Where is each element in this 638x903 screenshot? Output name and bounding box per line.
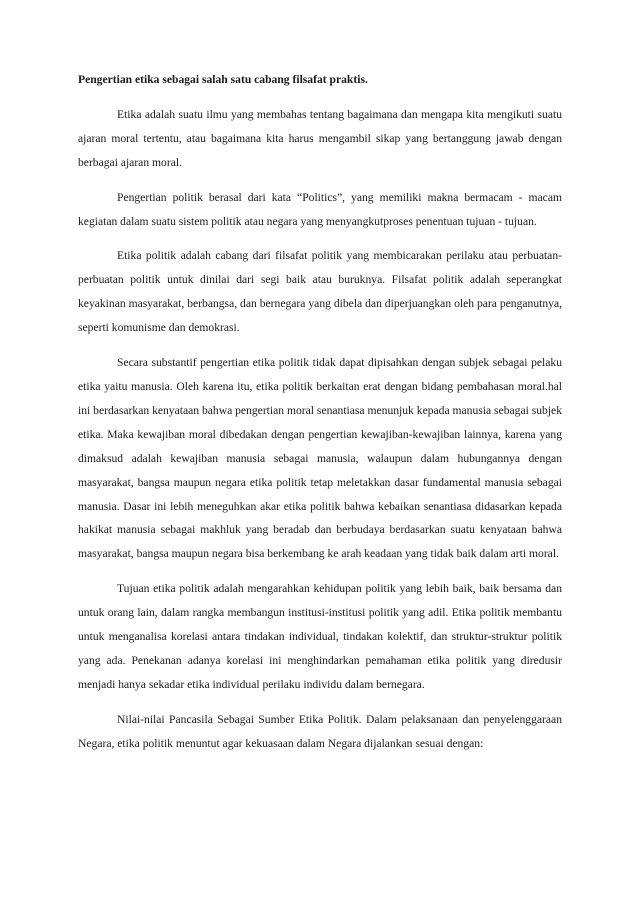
document-body xyxy=(78,68,562,767)
paragraph-pancasila: Nilai-nilai Pancasila Sebagai Sumber Etika Politik. Dalam pelaksanaan dan penyelenggaraan Negara, etika politik menuntut agar kekuasaan dalam Negara dijalankan sesuai dengan: xyxy=(78,712,562,750)
paragraph-substantif: Secara substantif pengertian etika politik tidak dapat dipisahkan dengan subjek sebagai pelaku etika yaitu manusia. Oleh karena itu, etika politik berkaitan erat dengan bidang pembahasan moral.hal ini berdasarkan kenyataan bahwa pengertian moral senantiasa menunjuk kepada manusia sebagai subjek etika. Maka kewajiban moral dibedakan dengan pengertian kewajiban-kewajiban lainnya, karena yang dimaksud adalah kewajiban manusia sebagai manusia, walaupun dalam hubungannya dengan masyarakat, bangsa maupun negara etika politik tetap meletakkan dasar fundamental manusia sebagai manusia. Dasar ini lebih meneguhkan akar etika politik bahwa kebaikan senantiasa didasarkan kepada hakikat manusia sebagai makhluk yang beradab dan berbudaya berdasarkan suatu kenyataan bahwa masyarakat, bangsa maupun negara bisa berkembang ke arah keadaan yang tidak baik dalam arti moral. xyxy=(78,356,562,561)
paragraph-etika-politik: Etika politik adalah cabang dari filsafat politik yang membicarakan perilaku atau perbuatan-perbuatan politik untuk dinilai dari segi baik atau buruknya. Filsafat politik adalah seperangkat keyakinan masyarakat, berbangsa, dan bernegara yang dibela dan diperjuangkan oleh para penganutnya, seperti komunisme dan demokrasi. xyxy=(78,249,562,335)
paragraph-etika: Etika adalah suatu ilmu yang membahas tentang bagaimana dan mengapa kita mengikuti suatu ajaran moral tertentu, atau bagaimana kita harus mengambil sikap yang bertanggung jawab dengan berbagai ajaran moral. xyxy=(78,107,562,169)
paragraph-politik: Pengertian politik berasal dari kata “Politics”, yang memiliki makna bermacam - macam kegiatan dalam suatu sistem politik atau negara yang menyangkutproses penentuan tujuan - tujuan. xyxy=(78,190,562,228)
document-heading: Pengertian etika sebagai salah satu cabang filsafat praktis. xyxy=(78,73,368,86)
paragraph-tujuan: Tujuan etika politik adalah mengarahkan kehidupan politik yang lebih baik, baik bersama dan untuk orang lain, dalam rangka membangun institusi-institusi politik yang adil. Etika politik membantu untuk menganalisa korelasi antara tindakan individual, tindakan kolektif, dan struktur-struktur politik yang ada. Penekanan adanya korelasi ini menghindarkan pemahaman etika politik yang diredusir menjadi hanya sekadar etika individual perilaku individu dalam bernegara. xyxy=(78,582,562,691)
